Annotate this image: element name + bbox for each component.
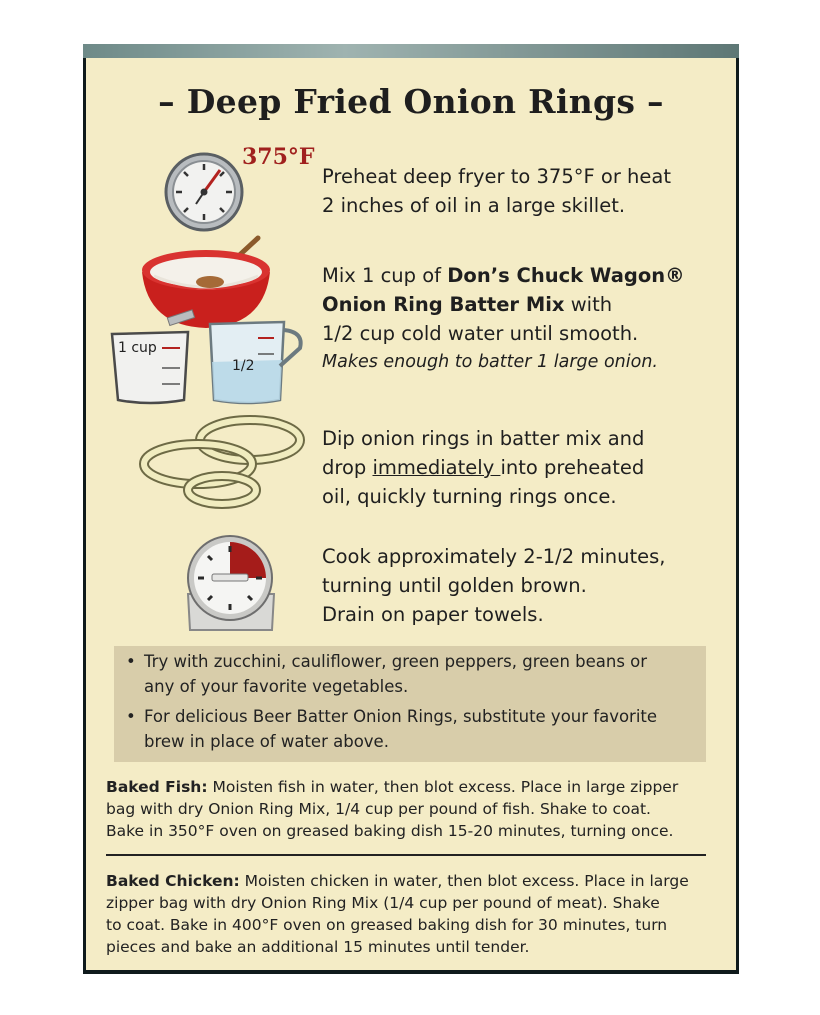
step-cook xyxy=(322,542,722,629)
tip-bullet: • xyxy=(126,652,136,671)
tip-beer-line-2 xyxy=(126,730,389,754)
baked-fish-section xyxy=(106,776,706,842)
baked-chicken-text-1: Moisten chicken in water, then blot excess. Place in large xyxy=(239,872,689,890)
step-cook-line-2: turning until golden brown. xyxy=(322,574,587,597)
step-dip xyxy=(322,424,722,511)
step-preheat-line-2: 2 inches of oil in a large skillet. xyxy=(322,194,626,217)
step-mix-line-3: 1/2 cup cold water until smooth. xyxy=(322,322,639,345)
step-dip-line-2 xyxy=(322,453,722,482)
baked-chicken-line-2: zipper bag with dry Onion Ring Mix (1/4 cup per pound of meat). Shake xyxy=(106,894,660,912)
section-divider xyxy=(106,854,706,856)
step-preheat-line-1: Preheat deep fryer to 375°F or heat xyxy=(322,165,671,188)
step-mix-line-2 xyxy=(322,290,722,319)
baked-chicken-line-3: to coat. Bake in 400°F oven on greased baking dish for 30 minutes, turn xyxy=(106,916,668,934)
step-dip-line-1: Dip onion rings in batter mix and xyxy=(322,427,645,450)
recipe-panel xyxy=(86,58,736,970)
baked-chicken-label: Baked Chicken: xyxy=(106,872,240,890)
product-name: Onion Ring Batter Mix xyxy=(322,293,565,316)
tip-beer-text-1: For delicious Beer Batter Onion Rings, substitute your favorite xyxy=(144,707,658,726)
baked-fish-line-2: bag with dry Onion Ring Mix, 1/4 cup per pound of fish. Shake to coat. xyxy=(106,800,651,818)
tip-vegetables-line-2 xyxy=(126,675,408,699)
tip-beer-text-2: brew in place of water above. xyxy=(144,732,389,751)
measuring-cups-icon xyxy=(108,308,308,408)
baked-fish-line-1 xyxy=(106,776,706,798)
step-mix xyxy=(322,261,722,377)
kitchen-timer-icon xyxy=(182,534,282,634)
recipe-title: – Deep Fried Onion Rings – xyxy=(158,82,664,121)
thermometer-dial-icon xyxy=(162,148,252,238)
step-mix-prefix: Mix 1 cup of xyxy=(322,264,448,287)
package-top-edge xyxy=(83,44,739,58)
tip-vegetables-line-1 xyxy=(126,650,647,674)
step-dip-emphasis: immediately xyxy=(372,456,501,479)
step-dip-line-3: oil, quickly turning rings once. xyxy=(322,485,617,508)
step-mix-suffix: with xyxy=(564,293,613,316)
baked-fish-text-1: Moisten fish in water, then blot excess. Place in large zipper xyxy=(207,778,679,796)
tip-vegetables-text-2: any of your favorite vegetables. xyxy=(144,677,409,696)
step-cook-line-1: Cook approximately 2-1/2 minutes, xyxy=(322,545,666,568)
step-mix-line-1 xyxy=(322,261,722,290)
step-dip-suffix: into preheated xyxy=(500,456,645,479)
step-mix-note: Makes enough to batter 1 large onion. xyxy=(322,352,658,372)
cup-label-half-cup: 1/2 xyxy=(232,358,255,374)
cup-label-one-cup: 1 cup xyxy=(118,340,157,356)
baked-chicken-line-4: pieces and bake an additional 15 minutes until tender. xyxy=(106,938,530,956)
baked-fish-label: Baked Fish: xyxy=(106,778,208,796)
onion-rings-icon xyxy=(138,412,308,522)
tip-vegetables-text-1: Try with zucchini, cauliflower, green peppers, green beans or xyxy=(144,652,648,671)
step-cook-line-3: Drain on paper towels. xyxy=(322,603,544,626)
baked-fish-line-3: Bake in 350°F oven on greased baking dish 15-20 minutes, turning once. xyxy=(106,822,674,840)
baked-chicken-section xyxy=(106,870,706,958)
tips-band xyxy=(114,646,706,762)
tip-beer-line-1 xyxy=(126,705,657,729)
temperature-badge: 375°F xyxy=(242,144,315,170)
baked-chicken-line-1 xyxy=(106,870,706,892)
step-preheat xyxy=(322,162,722,220)
tip-bullet: • xyxy=(126,707,136,726)
brand-name: Don’s Chuck Wagon® xyxy=(447,264,685,287)
step-dip-prefix: drop xyxy=(322,456,373,479)
